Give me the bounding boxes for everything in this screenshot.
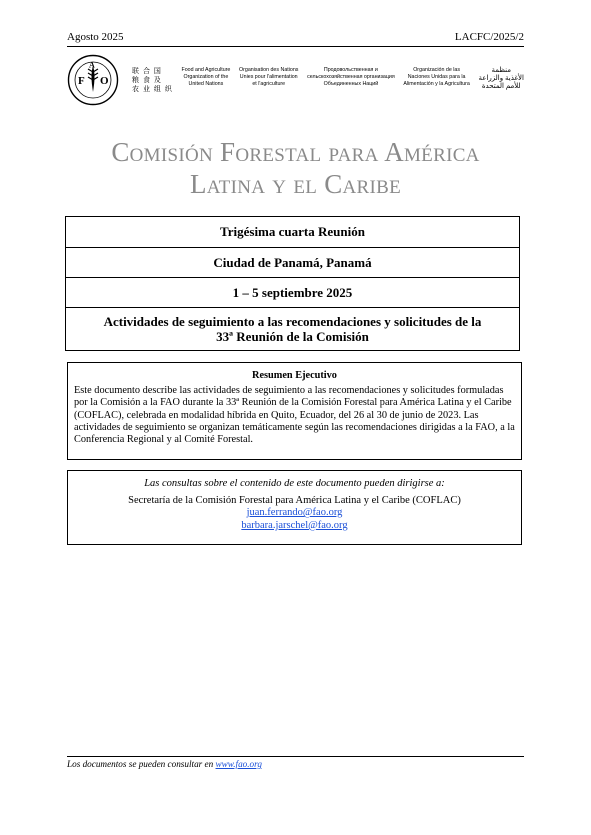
meeting-info-table [65,216,520,351]
org-name-chinese: 联 合 国 粮 食 及 农 业 组 织 [132,68,173,93]
secretariat-name: Secretaría de la Comisión Forestal para América Latina y el Caribe (COFLAC) [128,494,461,506]
summary-text: Este documento describe las actividades de seguimiento a las recomendaciones y solicitudes formuladas por la Comisión a la FAO durante la 33ª Reunión de la Comisión Forestal para América Latina y el Caribe (COFLAC), celebrada en modalidad híbrida en Quito, Ecuador, del 26 al 30 de junio de 2023. Las actividades de seguimiento se organizan temáticamente según las recomendaciones dirigidas a la FAO, a la Conferencia Regional y al Comité Forestal. [74,385,515,446]
document-date: Agosto 2025 [67,31,124,43]
logo-letter-o: O [100,75,109,87]
footer-text: Los documentos se pueden consultar en [67,759,216,769]
contact-intro: Las consultas sobre el contenido de este documento pueden dirigirse a: [144,478,445,489]
commission-title-line1: Comisión Forestal para América [111,137,480,167]
footer-divider [67,756,524,757]
organization-names [132,67,524,94]
org-name-arabic: منظمة الأغذية والزراعة للأمم المتحدة [478,67,524,90]
session-name: Trigésima cuarta Reunión [66,217,520,248]
agenda-item-line1: Actividades de seguimiento a las recomendaciones y solicitudes de la [103,314,482,329]
executive-summary-box [67,362,522,460]
org-name-spanish: Organización de las Naciones Unidas para la Alimentación y la Agricultura [403,67,470,87]
fao-website-link[interactable]: www.fao.org [215,759,262,769]
agenda-item-title [66,308,520,351]
meeting-dates: 1 – 5 septiembre 2025 [66,278,520,308]
org-name-russian: Продовольственная и сельскохозяйственная организация Объединенных Наций [307,67,395,87]
footer-note [67,759,262,769]
commission-title-line2: Latina y el Caribe [189,169,402,199]
email-link-jarschel[interactable]: barbara.jarschel@fao.org [241,519,348,531]
fao-logo-icon [67,54,119,106]
document-code: LACFC/2025/2 [454,31,524,43]
logo-letter-a: A [89,60,95,70]
summary-heading: Resumen Ejecutivo [252,370,337,381]
logo-letter-f: F [78,75,85,87]
org-name-english: Food and Agriculture Organization of the United Nations [181,67,231,87]
org-name-french: Organisation des Nations Unies pour l'alimentation et l'agriculture [238,67,299,87]
agenda-item-line2: 33ª Reunión de la Comisión [216,329,369,344]
meeting-location: Ciudad de Panamá, Panamá [66,248,520,278]
contact-box [67,470,522,545]
header-divider [67,46,524,47]
email-link-ferrando[interactable]: juan.ferrando@fao.org [246,507,343,519]
